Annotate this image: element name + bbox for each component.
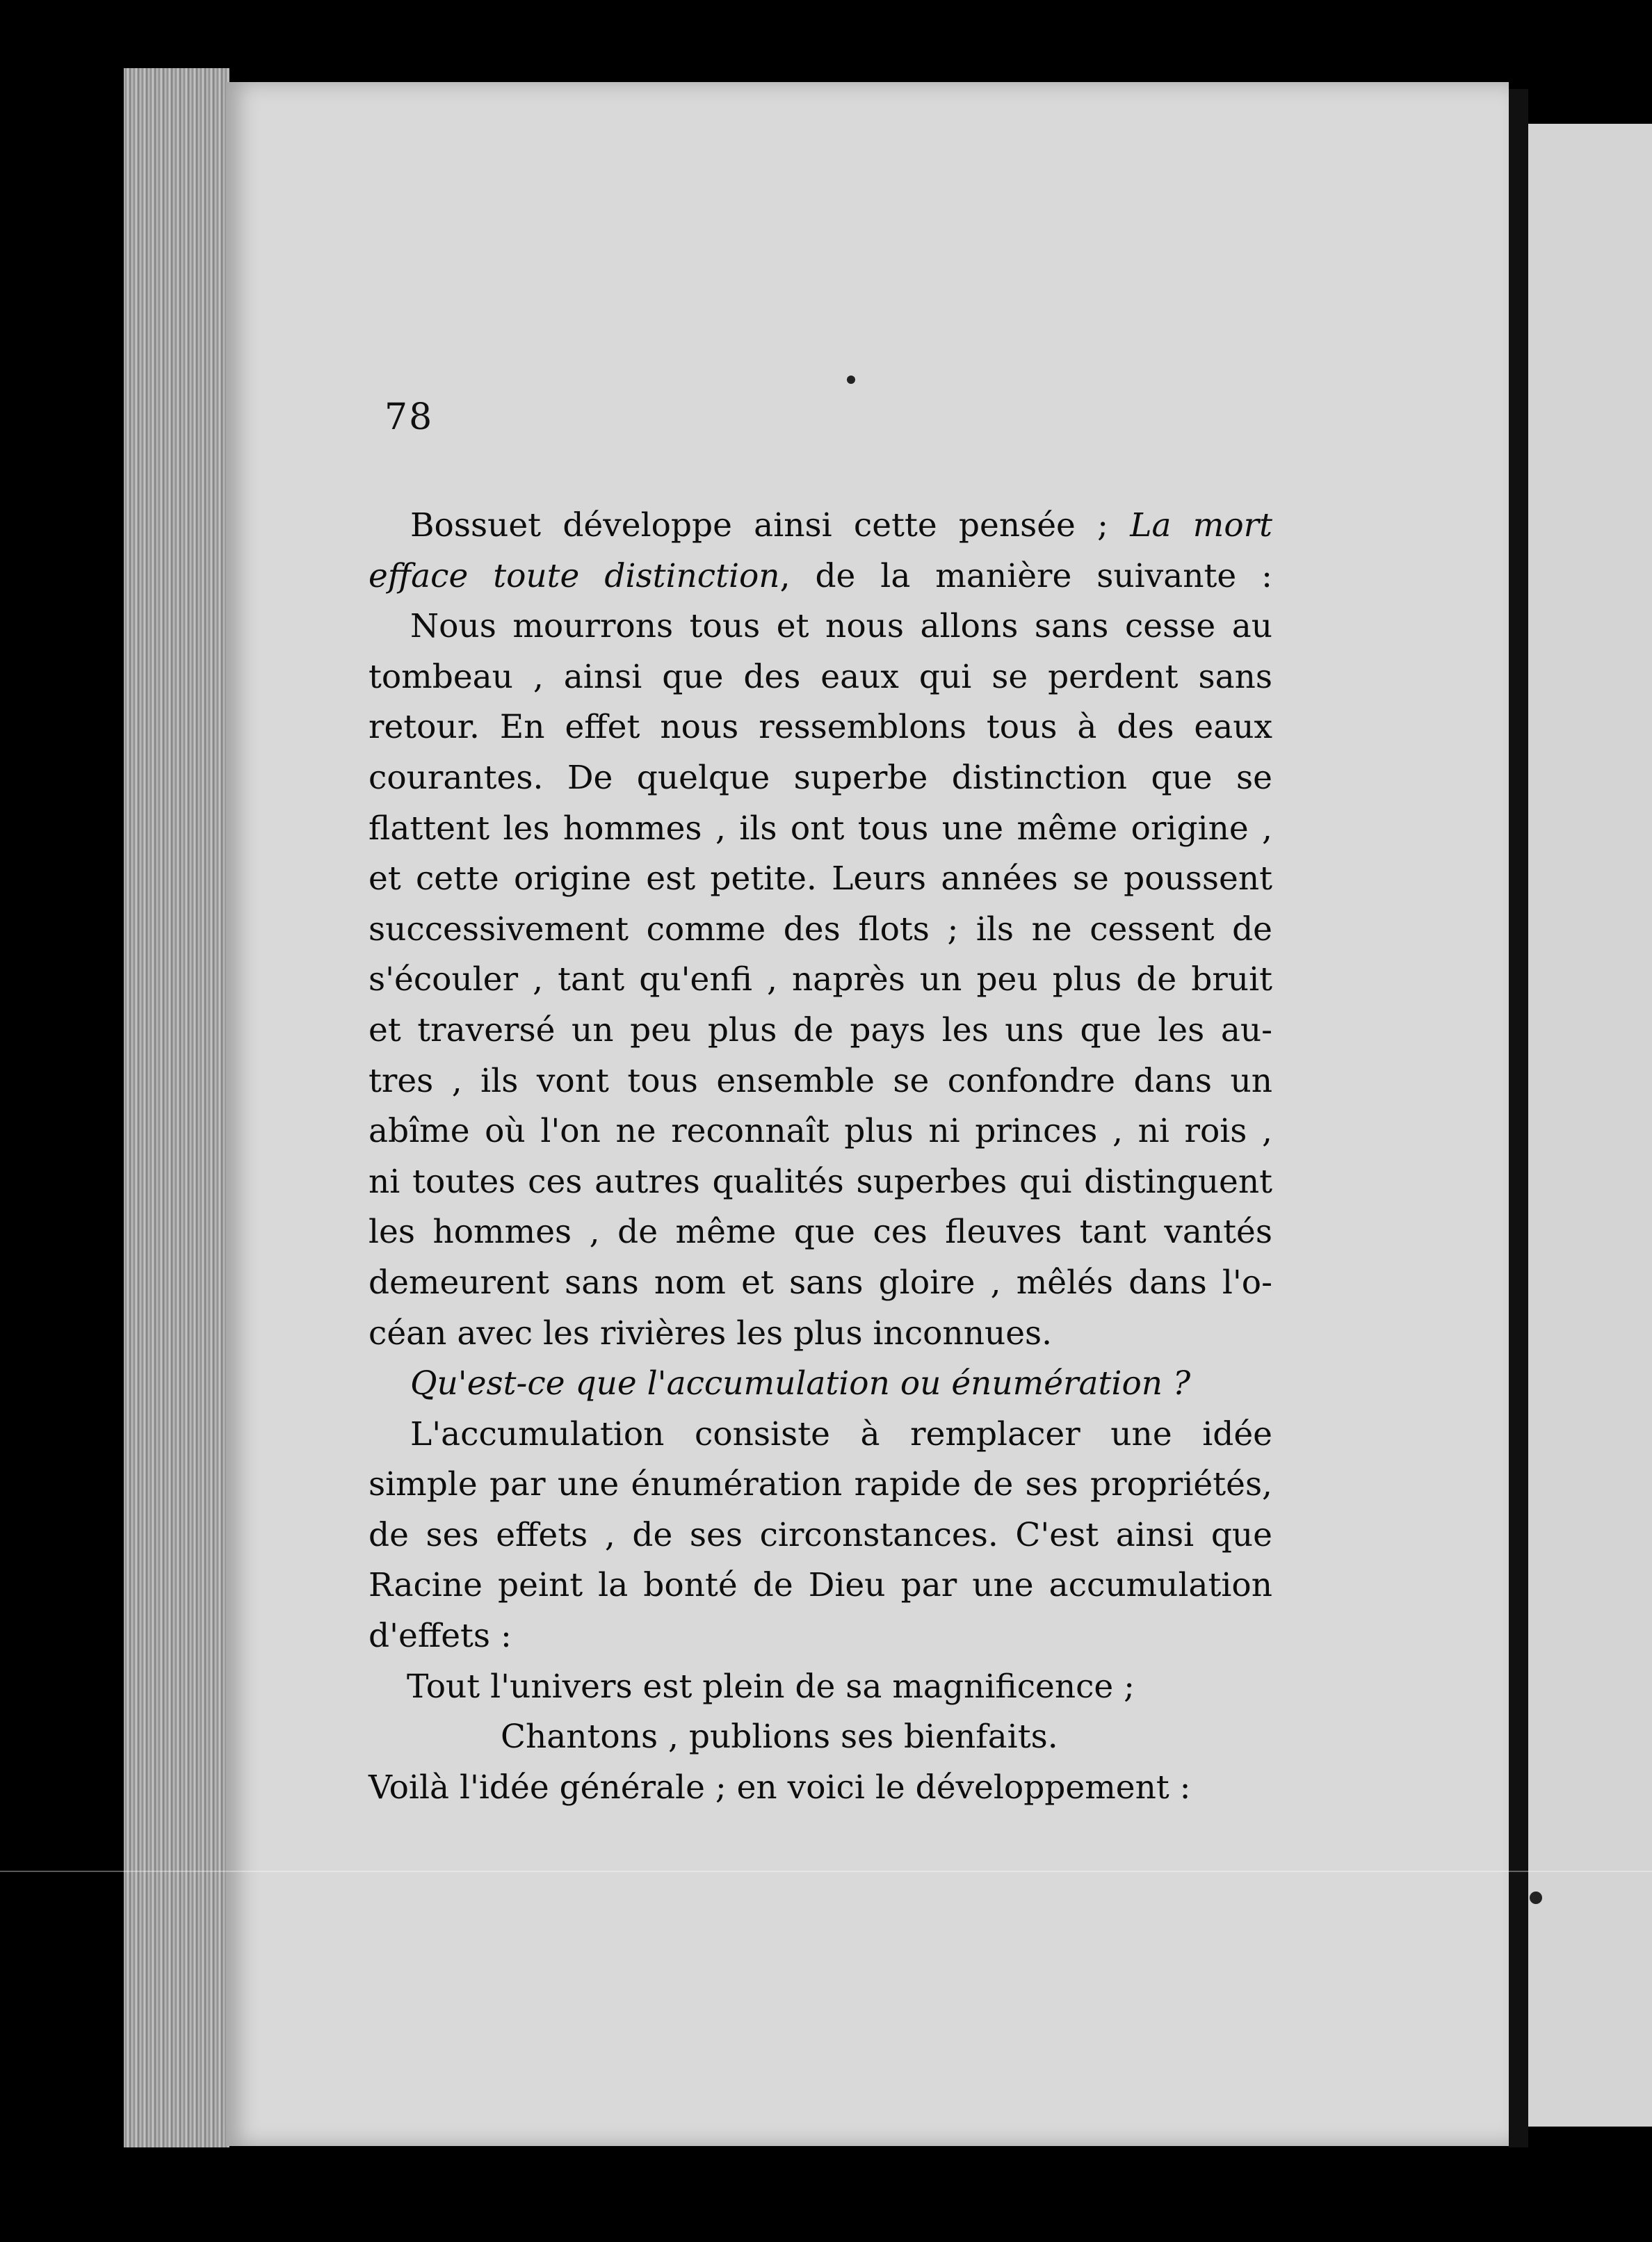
answer-line: simple par une énumération rapide de ses propriétés, [369, 1465, 1272, 1504]
quote-line: successivement comme des flots ; ils ne cessent de [369, 910, 1272, 949]
quote-line: céan avec les rivières les plus inconnues. [369, 1314, 1053, 1353]
quote-line: abîme où l'on ne reconnaît plus ni princes , ni rois , [369, 1112, 1272, 1151]
text-run: Bossuet développe ainsi cette pensée ; [410, 506, 1108, 545]
text-line [369, 551, 1272, 602]
page-text [369, 501, 1272, 1813]
answer-line: L'accumulation consiste à remplacer une idée [410, 1414, 1272, 1453]
quote-line: courantes. De quelque superbe distinction que se [369, 758, 1272, 797]
answer-line: Racine peint la bonté de Dieu par une accumulation [369, 1566, 1272, 1605]
quote-line: et traversé un peu plus de pays les uns que les au- [369, 1010, 1272, 1049]
italic-run: efface toute distinction [369, 556, 780, 595]
scan-artifact-line [0, 1871, 1652, 1872]
book-page-edges [124, 68, 229, 2147]
quote-line: et cette origine est petite. Leurs années se poussent [369, 860, 1272, 898]
italic-run: La mort [1130, 506, 1272, 545]
quote-line: tres , ils vont tous ensemble se confondre dans un [369, 1061, 1272, 1100]
ink-speck [847, 376, 855, 384]
answer-line: de ses effets , de ses circonstances. C'est ainsi que [369, 1515, 1272, 1554]
quote-line: Nous mourrons tous et nous allons sans cesse au [410, 607, 1272, 646]
page-number: 78 [384, 396, 434, 438]
question-line: Qu'est-ce que l'accumulation ou énumération ? [410, 1364, 1191, 1403]
text-line [369, 501, 1272, 551]
quote-line: les hommes , de même que ces fleuves tant vantés [369, 1213, 1272, 1252]
quote-line: retour. En effet nous ressemblons tous à des eaux [369, 708, 1272, 747]
quote-line: demeurent sans nom et sans gloire , mêlés dans l'o- [369, 1263, 1272, 1302]
quote-line: flattent les hommes , ils ont tous une même origine , [369, 809, 1272, 848]
quote-line: s'écouler , tant qu'enfi , naprès un peu plus de bruit [369, 960, 1272, 999]
closing-line: Voilà l'idée générale ; en voici le développement : [369, 1768, 1191, 1807]
answer-line: d'effets : [369, 1617, 512, 1656]
quote-line: ni toutes ces autres qualités superbes qui distinguent [369, 1162, 1272, 1201]
text-run: , de la manière suivante : [779, 556, 1272, 595]
verse-line: Chantons , publions ses bienfaits. [501, 1718, 1058, 1757]
facing-page-edge [1528, 124, 1652, 2127]
ink-speck [1530, 1892, 1542, 1904]
verse-line: Tout l'univers est plein de sa magnificence ; [407, 1667, 1135, 1706]
book-gutter [1509, 89, 1528, 2147]
quote-line: tombeau , ainsi que des eaux qui se perdent sans [369, 657, 1272, 696]
